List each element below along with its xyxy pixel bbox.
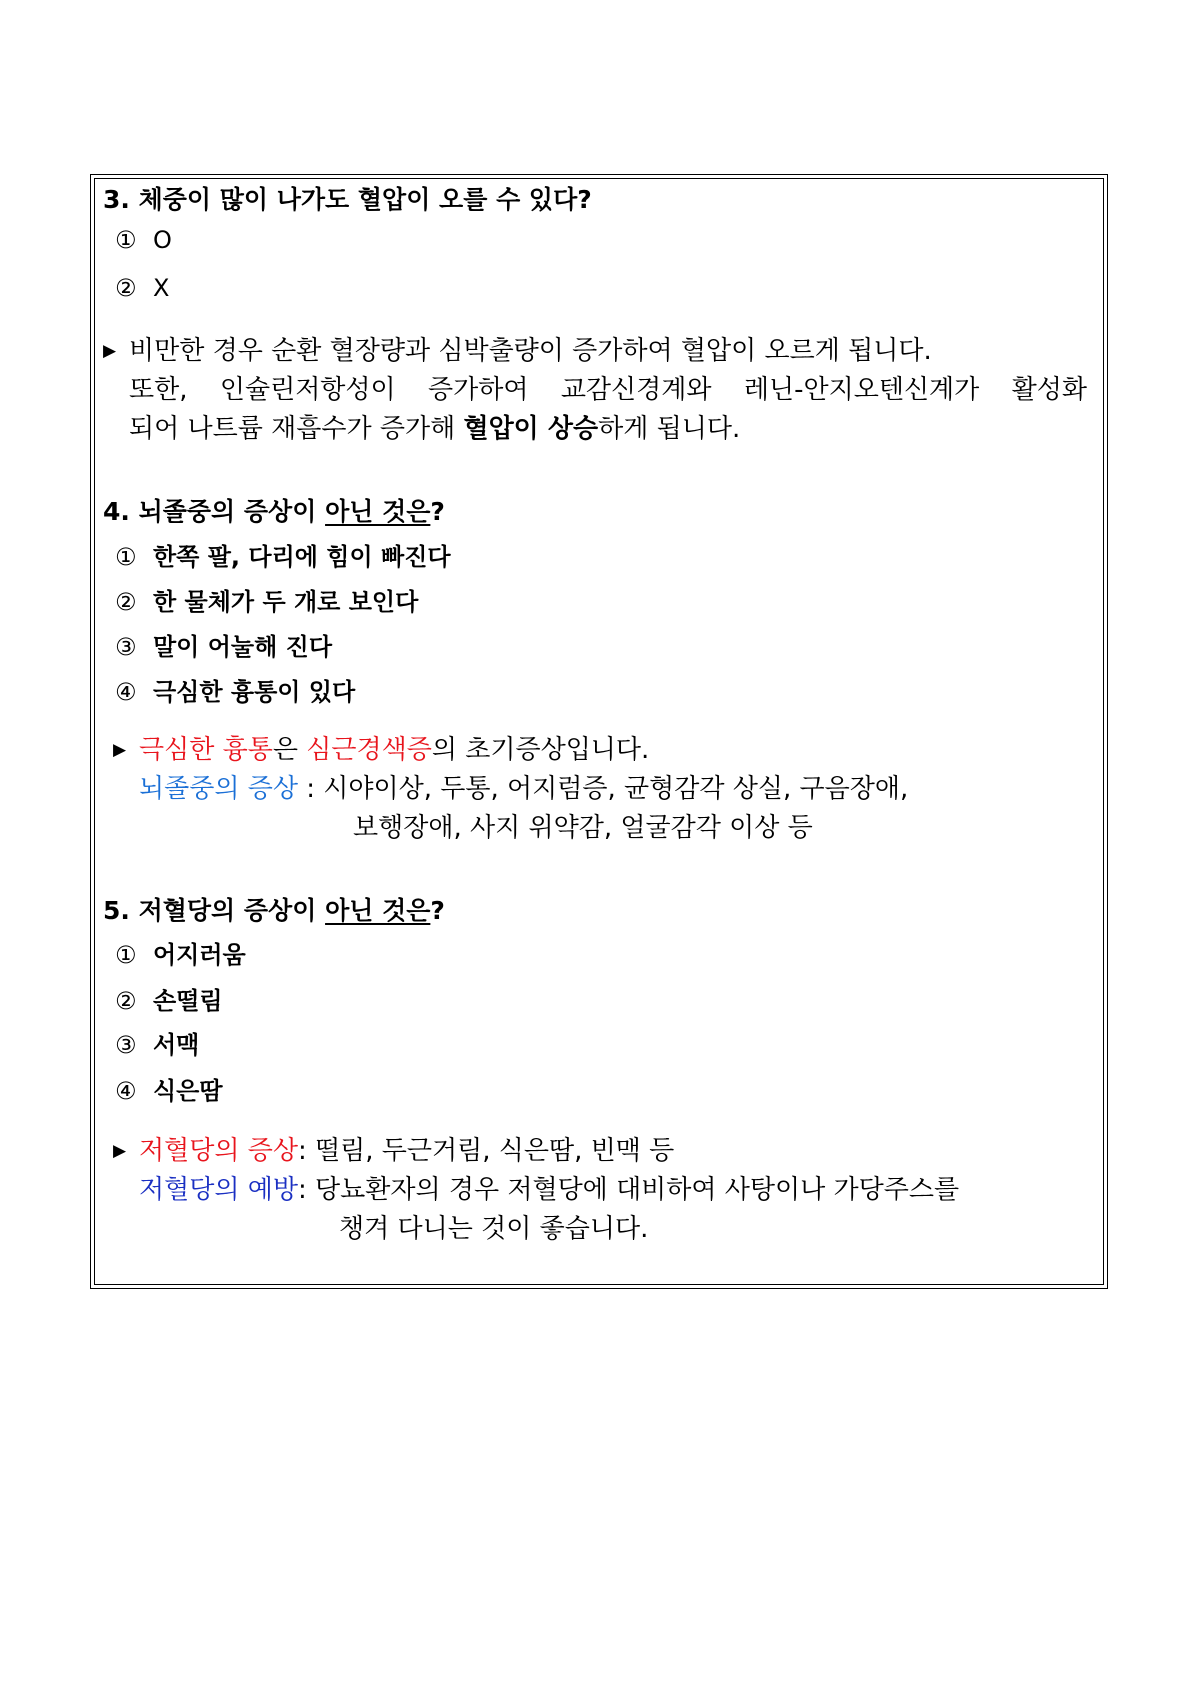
- question-mark: ?: [430, 497, 445, 526]
- question-4-option-4: [115, 672, 355, 707]
- option-text: O: [153, 226, 172, 254]
- highlight-red-text: 심근경색증: [306, 735, 432, 765]
- question-5-option-1: [115, 935, 246, 970]
- question-5-option-2: [115, 981, 223, 1016]
- option-number: ④: [115, 678, 137, 706]
- option-number: ①: [115, 941, 137, 969]
- question-3-option-1: [115, 226, 172, 254]
- option-number: ②: [115, 987, 137, 1015]
- option-text: 식은땀: [153, 1077, 223, 1105]
- question-3-explanation-line-1: [103, 330, 932, 367]
- explanation-text: 은: [272, 735, 307, 765]
- question-5-option-3: [115, 1025, 199, 1060]
- question-5-title: [103, 891, 445, 927]
- option-text: 말이 어눌해 진다: [153, 633, 332, 661]
- question-3-title: 3. 체중이 많이 나가도 혈압이 오를 수 있다?: [103, 185, 592, 214]
- question-5-option-4: [115, 1071, 223, 1106]
- question-mark: ?: [430, 896, 445, 925]
- explanation-text: : 떨림, 두근거림, 식은땀, 빈맥 등: [297, 1136, 675, 1166]
- option-number: ③: [115, 1031, 137, 1059]
- highlight-red-text: 저혈당의 증상: [139, 1136, 298, 1166]
- question-5-explanation-line-1: [113, 1130, 674, 1167]
- option-text: 손떨림: [153, 987, 223, 1015]
- highlight-red-text: 극심한 흉통: [139, 735, 273, 765]
- option-text: 극심한 흉통이 있다: [153, 678, 356, 706]
- question-text: 4. 뇌졸중의 증상이: [103, 497, 326, 526]
- highlight-blue-text: 뇌졸중의 증상: [139, 774, 298, 804]
- question-text: 5. 저혈당의 증상이: [103, 896, 326, 925]
- option-number: ④: [115, 1077, 137, 1105]
- underlined-text: 아닌 것은: [325, 497, 431, 526]
- option-text: 한쪽 팔, 다리에 힘이 빠진다: [153, 543, 451, 571]
- option-number: ①: [115, 226, 137, 254]
- option-text: 한 물체가 두 개로 보인다: [153, 588, 419, 616]
- question-4-explanation-line-3: 보행장애, 사지 위약감, 얼굴감각 이상 등: [353, 813, 813, 843]
- explanation-text: : 시야이상, 두통, 어지럼증, 균형감각 상실, 구음장애,: [297, 774, 909, 804]
- option-number: ②: [115, 588, 137, 616]
- question-4-title: [103, 492, 445, 528]
- highlight-navy-text: 저혈당의 예방: [139, 1175, 298, 1205]
- explanation-text: 되어 나트륨 재흡수가 증가해: [129, 414, 464, 444]
- explanation-text: 비만한 경우 순환 혈장량과 심박출량이 증가하여 혈압이 오르게 됩니다.: [129, 336, 932, 366]
- explanation-text: 하게 됩니다.: [598, 414, 741, 444]
- bullet-icon: ▶: [113, 740, 127, 760]
- option-text: X: [153, 274, 170, 302]
- question-4-option-2: [115, 582, 418, 617]
- bullet-icon: ▶: [103, 341, 117, 361]
- question-5-explanation-line-2: [139, 1169, 959, 1206]
- question-4-explanation-line-2: [139, 768, 908, 805]
- option-number: ②: [115, 274, 137, 302]
- question-5-explanation-line-3: 챙겨 다니는 것이 좋습니다.: [339, 1214, 649, 1244]
- explanation-text: 의 초기증상입니다.: [431, 735, 650, 765]
- bullet-icon: ▶: [113, 1141, 127, 1161]
- question-4-explanation-line-1: [113, 729, 649, 766]
- question-3-explanation-line-3: [129, 408, 740, 445]
- option-text: 서맥: [153, 1031, 200, 1059]
- question-3-option-2: [115, 274, 169, 302]
- underlined-text: 아닌 것은: [325, 896, 431, 925]
- explanation-text: : 당뇨환자의 경우 저혈당에 대비하여 사탕이나 가당주스를: [297, 1175, 960, 1205]
- option-number: ③: [115, 633, 137, 661]
- question-4-option-3: [115, 627, 332, 662]
- quiz-box: [90, 174, 1108, 1289]
- question-4-option-1: [115, 537, 451, 572]
- emphasis-text: 혈압이 상승: [463, 414, 599, 444]
- question-3-explanation-line-2: 또한, 인슐린저항성이 증가하여 교감신경계와 레닌-안지오텐신계가 활성화: [129, 375, 1087, 405]
- option-text: 어지러움: [153, 941, 246, 969]
- option-number: ①: [115, 543, 137, 571]
